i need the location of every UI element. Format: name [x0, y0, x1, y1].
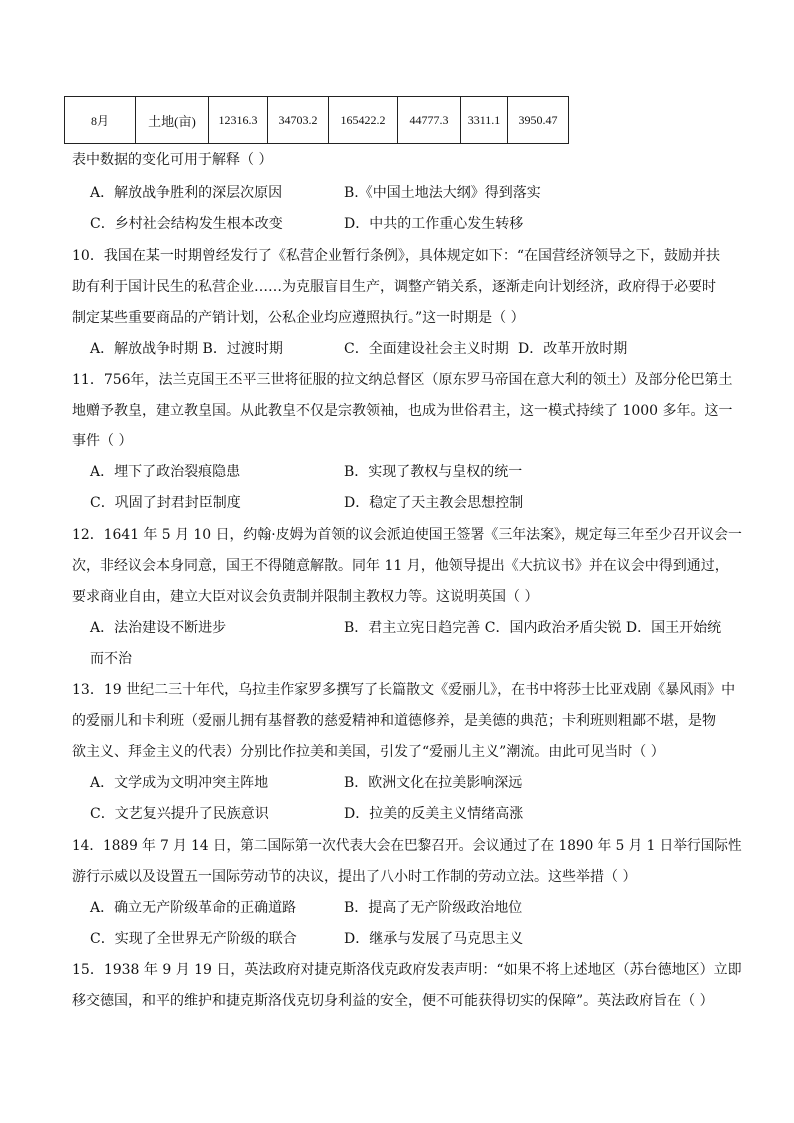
q10-line-1: 10．我国在某一时期曾经发行了《私营企业暂行条例》，具体规定如下：“在国营经济领导之下，鼓励并扶 [72, 248, 720, 264]
q11-line-3: 事件（ ） [72, 433, 133, 449]
q12-line-2: 次，非经议会本身同意，国王不得随意解散。同年 11 月，他领导提出《大抗议书》并在议会中得到通过， [72, 558, 729, 574]
q14-option-b: B．提高了无产阶级政治地位 [344, 900, 523, 916]
q13-line-2: 的爱丽儿和卡利班（爱丽儿拥有基督教的慈爱精神和道德修养，是美德的典范；卡利班则粗鄙不堪，是物 [72, 713, 716, 729]
q12-line-3: 要求商业自由，建立大臣对议会负责制并限制主教权力等。这说明英国（ ） [72, 589, 539, 605]
q12-option-a: A．法治建设不断进步 [90, 620, 227, 636]
q10-option-ab: A．解放战争时期 B．过渡时期 [90, 341, 283, 357]
q14-line-1: 14．1889 年 7 月 14 日，第二国际第一次代表大会在巴黎召开。会议通过了在 1890 年 5 月 1 日举行国际性 [72, 838, 742, 854]
q9-option-c: C．乡村社会结构发生根本改变 [90, 216, 283, 232]
q14-line-2: 游行示威以及设置五一国际劳动节的决议，提出了八小时工作制的劳动立法。这些举措（ ） [72, 869, 637, 885]
table-cell: 44777.3 [398, 97, 461, 144]
q11-option-b: B．实现了教权与皇权的统一 [344, 464, 523, 480]
table-cell: 3311.1 [461, 97, 508, 144]
table-row [65, 97, 569, 144]
q12-option-bcd: B．君主立宪日趋完善 C．国内政治矛盾尖锐 D．国王开始统 [344, 620, 722, 636]
table-cell: 3950.47 [508, 97, 569, 144]
q13-line-3: 欲主义、拜金主义的代表）分别比作拉美和美国，引发了“爱丽儿主义”潮流。由此可见当时（ ） [72, 744, 665, 760]
q10-option-d: D．改革开放时期 [518, 341, 628, 357]
q12-option-wrap: 而不治 [90, 651, 132, 667]
q13-option-b: B．欧洲文化在拉美影响深远 [344, 775, 523, 791]
q13-line-1: 13．19 世纪二三十年代，乌拉圭作家罗多撰写了长篇散文《爱丽儿》，在书中将莎士比亚戏剧《暴风雨》中 [72, 682, 736, 698]
q9-option-a: A．解放战争胜利的深层次原因 [90, 185, 283, 201]
table-cell: 165422.2 [329, 97, 398, 144]
table-cell-month: 8月 [65, 97, 136, 144]
q14-option-d: D．继承与发展了马克思主义 [344, 931, 524, 947]
q10-line-3: 制定某些重要商品的产销计划，公私企业均应遵照执行。”这一时期是（ ） [72, 310, 525, 326]
q11-line-2: 地赠予教皇，建立教皇国。从此教皇不仅是宗教领袖，也成为世俗君主，这一模式持续了 1000 多年。这一 [72, 403, 733, 419]
q9-option-d: D．中共的工作重心发生转移 [344, 216, 524, 232]
q13-option-a: A．文学成为文明冲突主阵地 [90, 775, 269, 791]
q9-stem: 表中数据的变化可用于解释（ ） [72, 152, 273, 168]
q11-option-c: C．巩固了封君封臣制度 [90, 495, 241, 511]
land-data-table [64, 96, 569, 144]
q10-option-c: C．全面建设社会主义时期 [344, 341, 509, 357]
q15-line-2: 移交德国，和平的维护和捷克斯洛伐克切身利益的安全，便不可能获得切实的保障”。英法政府旨在（ ） [72, 993, 714, 1009]
table-cell-category: 土地(亩) [136, 97, 209, 144]
q11-option-a: A．埋下了政治裂痕隐患 [90, 464, 241, 480]
q11-line-1: 11．756年，法兰克国王丕平三世将征服的拉文纳总督区（原东罗马帝国在意大利的领土）及部分伦巴第土 [72, 372, 733, 388]
q9-option-b: B.《中国土地法大纲》得到落实 [344, 185, 541, 201]
q14-option-a: A．确立无产阶级革命的正确道路 [90, 900, 297, 916]
q13-option-d: D．拉美的反美主义情绪高涨 [344, 806, 524, 822]
q13-option-c: C．文艺复兴提升了民族意识 [90, 806, 269, 822]
q14-option-c: C．实现了全世界无产阶级的联合 [90, 931, 297, 947]
q10-line-2: 助有利于国计民生的私营企业……为克服盲目生产，调整产销关系，逐渐走向计划经济，政府得于必要时 [72, 279, 716, 295]
q12-line-1: 12．1641 年 5 月 10 日，约翰·皮姆为首领的议会派迫使国王签署《三年法案》，规定每三年至少召开议会一 [72, 527, 742, 543]
q15-line-1: 15．1938 年 9 月 19 日，英法政府对捷克斯洛伐克政府发表声明：“如果不将上述地区（苏台德地区）立即 [72, 962, 742, 978]
table-cell: 34703.2 [268, 97, 329, 144]
table-cell: 12316.3 [209, 97, 268, 144]
q11-option-d: D．稳定了天主教会思想控制 [344, 495, 524, 511]
